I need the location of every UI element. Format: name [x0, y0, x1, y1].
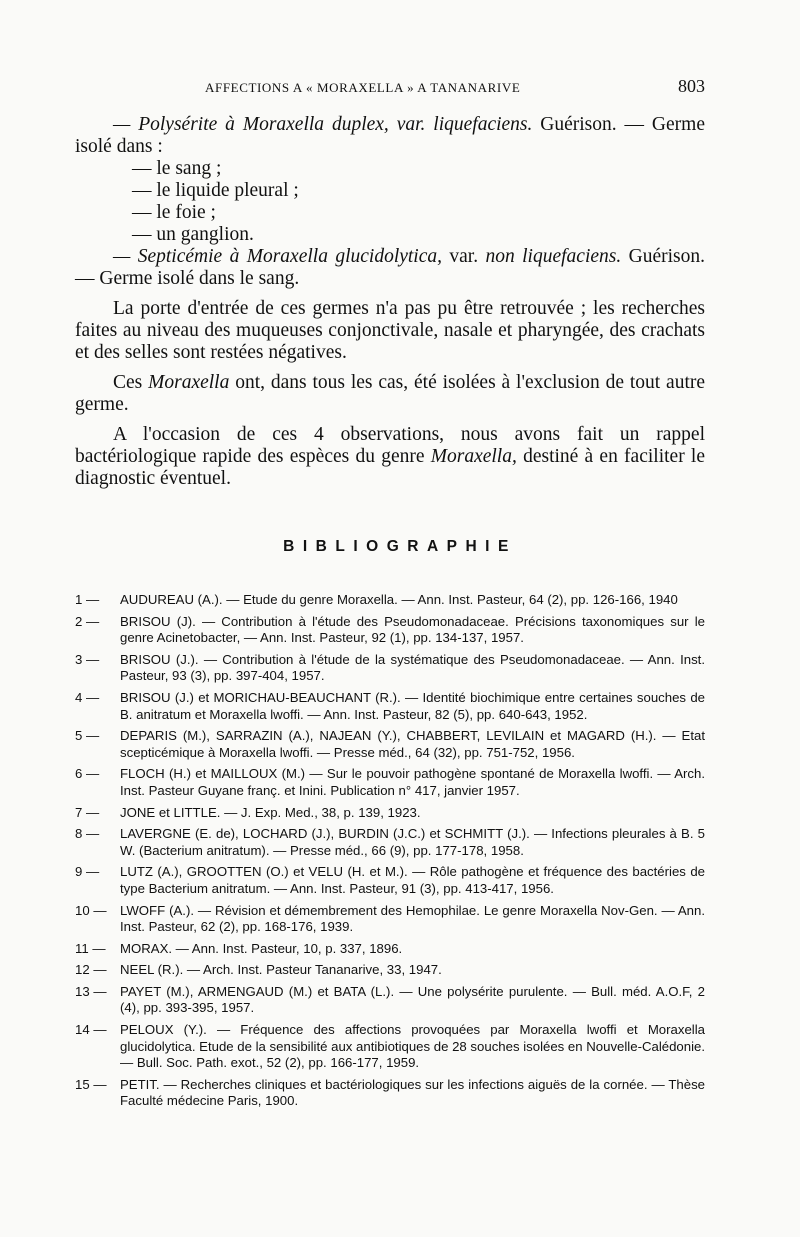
reference-item: [75, 941, 705, 958]
reference-text: NEEL (R.). — Arch. Inst. Pasteur Tananarive, 33, 1947.: [120, 962, 442, 978]
reference-text: PAYET (M.), ARMENGAUD (M.) et BATA (L.). — Une polysérite purulente. — Bull. méd. A.O.F, 2 (4), pp. 393-395, 1957.: [120, 983, 705, 1016]
reference-text: LAVERGNE (E. de), LOCHARD (J.), BURDIN (J.C.) et SCHMITT (J.). — Infections pleurales à B. 5 W. (Bacterium anitratum). — Presse méd., 66 (9), pp. 177-178, 1958.: [120, 826, 705, 858]
reference-number: 1 —: [75, 592, 100, 607]
reference-item: [75, 805, 705, 822]
reference-text: BRISOU (J.) et MORICHAU-BEAUCHANT (R.). — Identité biochimique entre certaines souches de B. anitratum et Moraxella lwoffi. — Ann. Inst. Pasteur, 82 (5), pp. 640-643, 1952.: [120, 689, 705, 722]
reference-number: 5 —: [75, 728, 100, 744]
reference-item: [75, 614, 705, 647]
reference-item: [75, 652, 705, 685]
reference-item: [75, 1022, 705, 1072]
paragraph-porte-entree: La porte d'entrée de ces germes n'a pas pu être retrouvée ; les recherches faites au niveau des muqueuses conjonctivale, nasale et pharyngée, des crachats et des selles sont restées négatives.: [75, 298, 705, 363]
paragraph-text: destiné à en faciliter le diagnostic éventuel.: [75, 446, 705, 489]
reference-text: BRISOU (J.). — Contribution à l'étude de la systématique des Pseudomonadaceae. — Ann. Inst. Pasteur, 93 (3), pp. 397-404, 1957.: [120, 651, 705, 684]
paragraph-text: ont, dans tous les cas, été isolées à l'exclusion de tout autre germe.: [75, 372, 706, 415]
bibliography-heading: BIBLIOGRAPHIE: [283, 538, 517, 555]
reference-number: 3 —: [75, 651, 100, 667]
reference-text: JONE et LITTLE. — J. Exp. Med., 38, p. 139, 1923.: [120, 804, 421, 820]
paragraph-italic: Moraxella: [148, 372, 230, 393]
paragraph-italic: — Septicémie à Moraxella glucidolytica,: [113, 246, 443, 267]
reference-item: [75, 690, 705, 723]
reference-text: DEPARIS (M.), SARRAZIN (A.), NAJEAN (Y.), CHABBERT, LEVILAIN et MAGARD (H.). — Etat scepticémique à Moraxella lwoffi. — Presse méd., 64 (32), pp. 751-752, 1956.: [120, 728, 705, 760]
reference-number: 14 —: [75, 1022, 107, 1038]
paragraph-text: var.: [442, 246, 486, 267]
reference-text: AUDUREAU (A.). — Etude du genre Moraxella. — Ann. Inst. Pasteur, 64 (2), pp. 126-166, 1940: [120, 592, 678, 607]
reference-text: FLOCH (H.) et MAILLOUX (M.) — Sur le pouvoir pathogène spontané de Moraxella lwoffi. — Arch. Inst. Pasteur Guyane franç. et Inini. Publication n° 417, janvier 1957.: [120, 766, 705, 798]
reference-number: 11 —: [75, 940, 106, 956]
reference-number: 7 —: [75, 804, 100, 820]
reference-item: [75, 864, 705, 897]
paragraph-rappel: [75, 424, 705, 490]
reference-item: [75, 728, 705, 761]
list-item: — le liquide pleural ;: [132, 180, 299, 201]
reference-item: [75, 826, 705, 859]
paragraph-text: Guérison. — Germe isolé dans :: [75, 114, 705, 157]
reference-item: [75, 984, 705, 1017]
paragraph-isolement: [75, 372, 705, 416]
reference-number: 12 —: [75, 962, 107, 978]
paragraph-text: A l'occasion de ces 4 observations, nous avons fait un rappel bactériologique rapide des espèces du genre: [75, 424, 705, 467]
reference-text: BRISOU (J). — Contribution à l'étude des Pseudomonadaceae. Précisions taxonomiques sur le genre Acinetobacter, — Ann. Inst. Pasteur, 92 (1), pp. 134-137, 1957.: [120, 613, 705, 646]
reference-item: [75, 1077, 705, 1110]
paragraph-italic: non liquefaciens.: [485, 246, 622, 267]
reference-text: PELOUX (Y.). — Fréquence des affections provoquées par Moraxella lwoffi et Moraxella glucidolytica. Etude de la sensibilité aux antibiotiques de 28 souches isolées en Nouvelle-Calédonie. — Bull. Soc. Path. exot., 52 (2), pp. 166-177, 1959.: [120, 1022, 706, 1071]
reference-item: [75, 962, 705, 979]
running-title: AFFECTIONS A « MORAXELLA » A TANANARIVE: [205, 80, 521, 95]
reference-number: 10 —: [75, 902, 107, 918]
list-item: — le foie ;: [132, 202, 216, 223]
reference-text: PETIT. — Recherches cliniques et bactériologiques sur les infections aiguës de la cornée. — Thèse Faculté médecine Paris, 1900.: [120, 1076, 705, 1109]
reference-item: [75, 903, 705, 936]
paragraph-polyserite: [75, 114, 705, 158]
reference-text: MORAX. — Ann. Inst. Pasteur, 10, p. 337, 1896.: [120, 940, 403, 956]
bibliography-list: [75, 592, 705, 1115]
paragraph-text: Ces: [113, 372, 149, 393]
paragraph-septicemie: [75, 246, 705, 290]
paragraph-italic: Moraxella,: [430, 446, 517, 467]
reference-number: 8 —: [75, 826, 100, 842]
paragraph-italic: — Polysérite à Moraxella duplex, var. liquefaciens.: [113, 114, 533, 135]
reference-number: 15 —: [75, 1076, 107, 1092]
paragraph-text: Guérison. — Germe isolé dans le sang.: [75, 246, 706, 289]
reference-item: [75, 766, 705, 799]
reference-text: LWOFF (A.). — Révision et démembrement des Hemophilae. Le genre Moraxella Nov-Gen. — Ann. Inst. Pasteur, 62 (2), pp. 168-176, 1939.: [120, 902, 705, 935]
reference-number: 4 —: [75, 689, 100, 705]
body-text: [75, 114, 705, 490]
reference-text: LUTZ (A.), GROOTTEN (O.) et VELU (H. et M.). — Rôle pathogène et fréquence des bactéries de type Bacterium anitratum. — Ann. Inst. Pasteur, 91 (3), pp. 413-417, 1956.: [120, 864, 705, 896]
reference-number: 9 —: [75, 864, 100, 880]
reference-number: 2 —: [75, 613, 100, 629]
page-number: 803: [678, 76, 705, 96]
list-item: — un ganglion.: [132, 224, 254, 245]
list-item: — le sang ;: [132, 158, 222, 179]
reference-number: 13 —: [75, 983, 107, 999]
reference-item: [75, 592, 705, 609]
reference-number: 6 —: [75, 766, 100, 782]
page-header: [75, 76, 705, 100]
